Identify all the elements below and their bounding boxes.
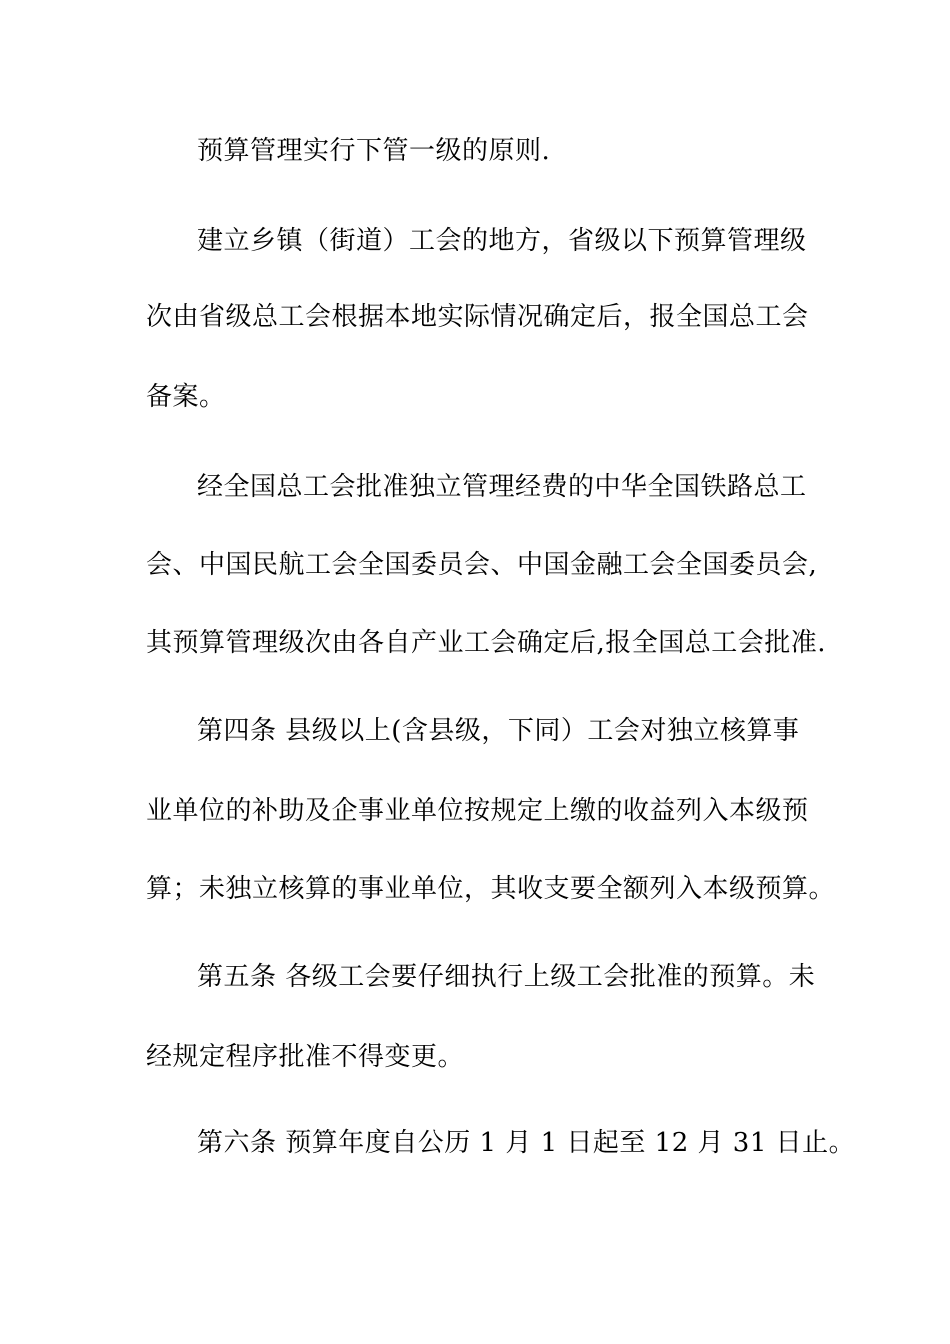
paragraph-line: 算；未独立核算的事业单位，其收支要全额列入本级预算。 — [146, 874, 836, 904]
article-4-line: 第四条 县级以上(含县级，下同）工会对独立核算事 — [197, 716, 800, 746]
paragraph-line: 经全国总工会批准独立管理经费的中华全国铁路总工 — [197, 472, 807, 502]
paragraph-line: 备案。 — [146, 382, 226, 412]
paragraph-line: 预算管理实行下管一级的原则. — [197, 136, 551, 166]
article-6-line: 第六条 预算年度自公历 1 月 1 日起至 12 月 31 日止。 — [197, 1128, 856, 1158]
paragraph-line: 经规定程序批准不得变更。 — [146, 1042, 465, 1072]
paragraph-line: 业单位的补助及企事业单位按规定上缴的收益列入本级预 — [146, 796, 809, 826]
paragraph-line: 建立乡镇（街道）工会的地方，省级以下预算管理级 — [197, 226, 807, 256]
paragraph-line: 会、中国民航工会全国委员会、中国金融工会全国委员会, — [146, 550, 818, 580]
paragraph-line: 其预算管理级次由各自产业工会确定后,报全国总工会批准. — [146, 628, 827, 658]
paragraph-line: 次由省级总工会根据本地实际情况确定后，报全国总工会 — [146, 302, 809, 332]
article-5-line: 第五条 各级工会要仔细执行上级工会批准的预算。未 — [197, 962, 816, 992]
